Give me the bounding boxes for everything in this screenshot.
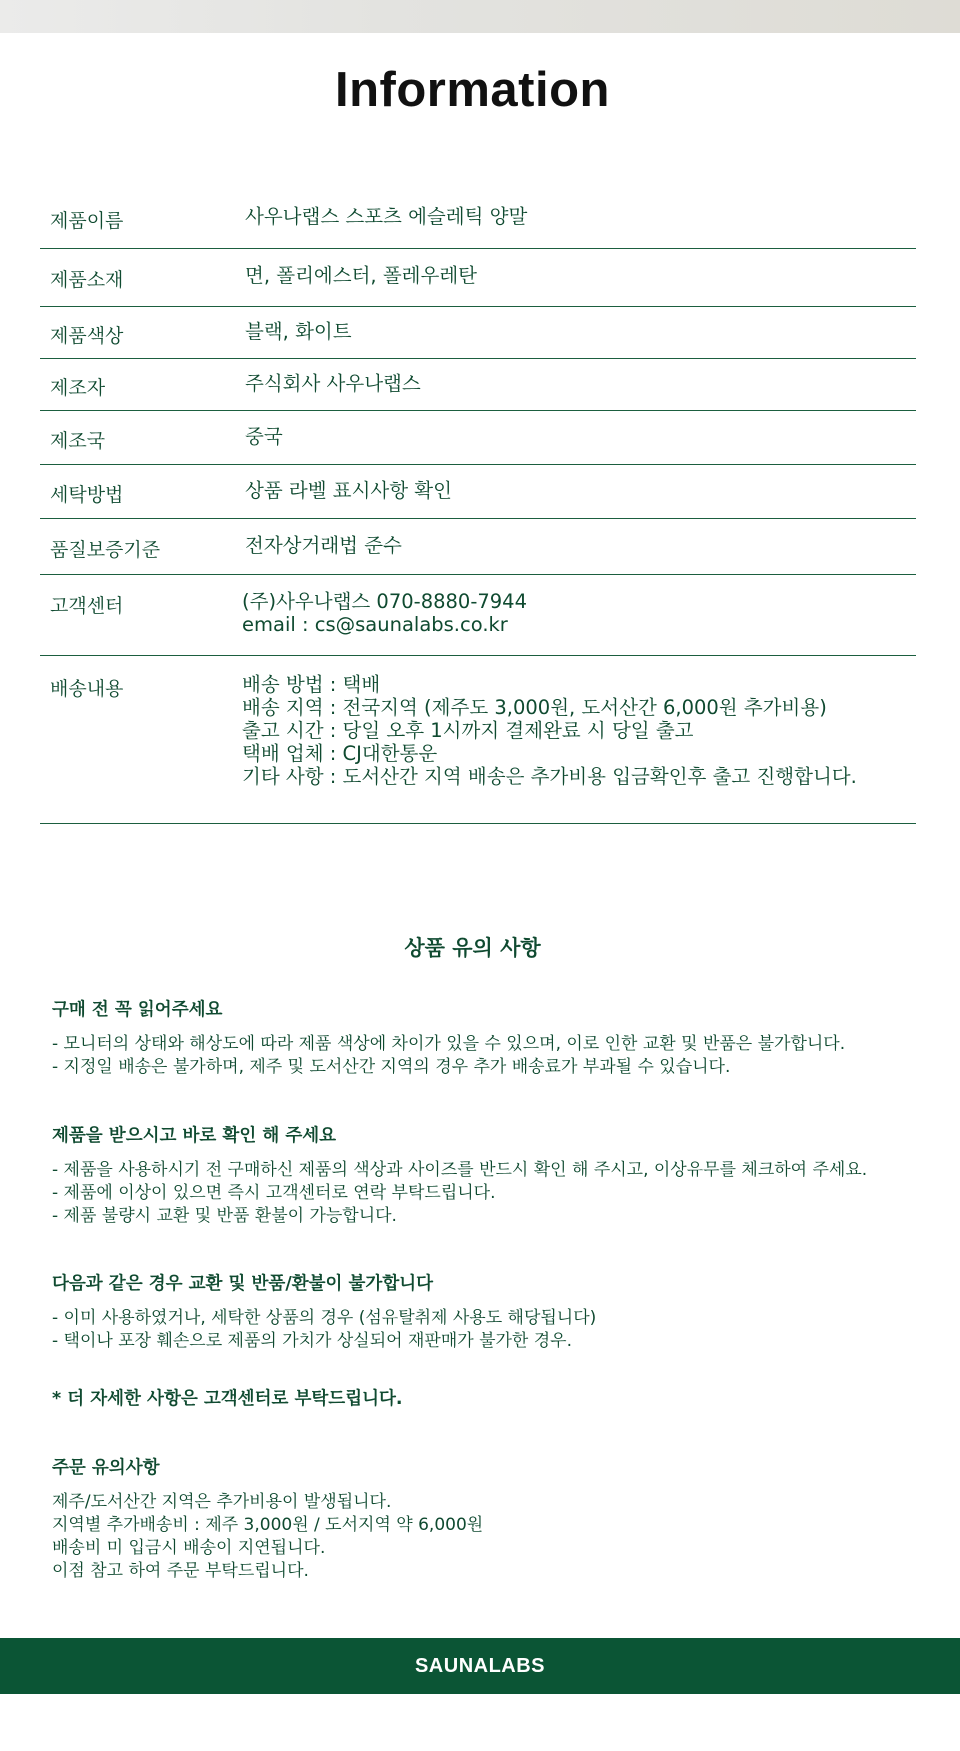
info-label: 세탁방법 <box>50 484 124 506</box>
info-row-country <box>40 411 916 465</box>
footer-bar <box>0 1638 960 1694</box>
notice-heading: 제품을 받으시고 바로 확인 해 주세요 <box>52 1126 337 1146</box>
info-label: 고객센터 <box>50 595 124 617</box>
notice-heading: * 더 자세한 사항은 고객센터로 부탁드립니다. <box>52 1389 403 1409</box>
notice-title: 상품 유의 사항 <box>404 936 541 960</box>
notice-line: - 이미 사용하였거나, 세탁한 상품의 경우 (섬유탈취제 사용도 해당됩니다) <box>52 1308 597 1328</box>
info-row-product-name <box>40 190 916 249</box>
info-table <box>40 190 916 824</box>
info-label: 제품색상 <box>50 325 124 347</box>
notice-section-before-purchase <box>52 996 845 1079</box>
info-row-material <box>40 249 916 307</box>
notice-line: 배송비 미 입금시 배송이 지연됩니다. <box>52 1538 326 1558</box>
page-title: Information <box>335 63 610 117</box>
footer-brand: SAUNALABS <box>414 1654 546 1677</box>
notice-line: - 지정일 배송은 불가하며, 제주 및 도서산간 지역의 경우 추가 배송료가 부과될 수 있습니다. <box>52 1057 731 1077</box>
notice-section-no-refund <box>52 1270 596 1353</box>
notice-heading: 주문 유의사항 <box>52 1458 160 1478</box>
info-value: (주)사우나랩스 070-8880-7944 email : cs@saunalabs.co.kr <box>242 590 527 636</box>
info-label: 품질보증기준 <box>50 539 161 561</box>
info-value: 사우나랩스 스포츠 에슬레틱 양말 <box>245 205 528 228</box>
info-value: 중국 <box>245 425 283 448</box>
info-value: 면, 폴리에스터, 폴레우레탄 <box>245 264 478 287</box>
notice-heading: 다음과 같은 경우 교환 및 반품/환불이 불가합니다 <box>52 1274 434 1294</box>
notice-section-check-on-receipt <box>52 1122 867 1228</box>
info-value: 주식회사 사우나랩스 <box>245 372 421 395</box>
notice-heading: 구매 전 꼭 읽어주세요 <box>52 1000 223 1020</box>
info-label: 제조국 <box>50 430 106 452</box>
info-value: 전자상거래법 준수 <box>245 534 402 557</box>
info-row-color <box>40 307 916 359</box>
info-row-warranty <box>40 519 916 575</box>
info-row-manufacturer <box>40 359 916 411</box>
notice-line: 이점 참고 하여 주문 부탁드립니다. <box>52 1561 309 1581</box>
notice-line: 제주/도서산간 지역은 추가비용이 발생됩니다. <box>52 1492 392 1512</box>
info-label: 제품소재 <box>50 269 124 291</box>
notice-line: - 제품을 사용하시기 전 구매하신 제품의 색상과 사이즈를 반드시 확인 해 주시고, 이상유무를 체크하여 주세요. <box>52 1160 868 1180</box>
notice-section-order <box>52 1454 483 1583</box>
info-value: 배송 방법 : 택배 배송 지역 : 전국지역 (제주도 3,000원, 도서산간 6,000원 추가비용) 출고 시간 : 당일 오후 1시까지 결제완료 시 당일 출고 택배 업체 : CJ대한통운 기타 사항 : 도서산간 지역 배송은 추가비용 입금확인후 출고 진행합니다. <box>242 673 857 788</box>
notice-line: - 택이나 포장 훼손으로 제품의 가치가 상실되어 재판매가 불가한 경우. <box>52 1331 572 1351</box>
info-label: 제품이름 <box>50 210 124 232</box>
top-banner-strip <box>0 0 960 33</box>
info-row-shipping <box>40 656 916 824</box>
info-row-customer-center <box>40 575 916 656</box>
info-label: 배송내용 <box>50 678 124 700</box>
info-row-washing <box>40 465 916 519</box>
info-value: 블랙, 화이트 <box>245 320 352 343</box>
info-label: 제조자 <box>50 377 106 399</box>
notice-line: - 모니터의 상태와 해상도에 따라 제품 색상에 차이가 있을 수 있으며, 이로 인한 교환 및 반품은 불가합니다. <box>52 1034 846 1054</box>
notice-line: - 제품에 이상이 있으면 즉시 고객센터로 연락 부탁드립니다. <box>52 1183 496 1203</box>
notice-line: 지역별 추가배송비 : 제주 3,000원 / 도서지역 약 6,000원 <box>52 1515 484 1535</box>
notice-line: - 제품 불량시 교환 및 반품 환불이 가능합니다. <box>52 1206 397 1226</box>
notice-contact-note <box>52 1385 403 1410</box>
info-value: 상품 라벨 표시사항 확인 <box>245 479 452 502</box>
